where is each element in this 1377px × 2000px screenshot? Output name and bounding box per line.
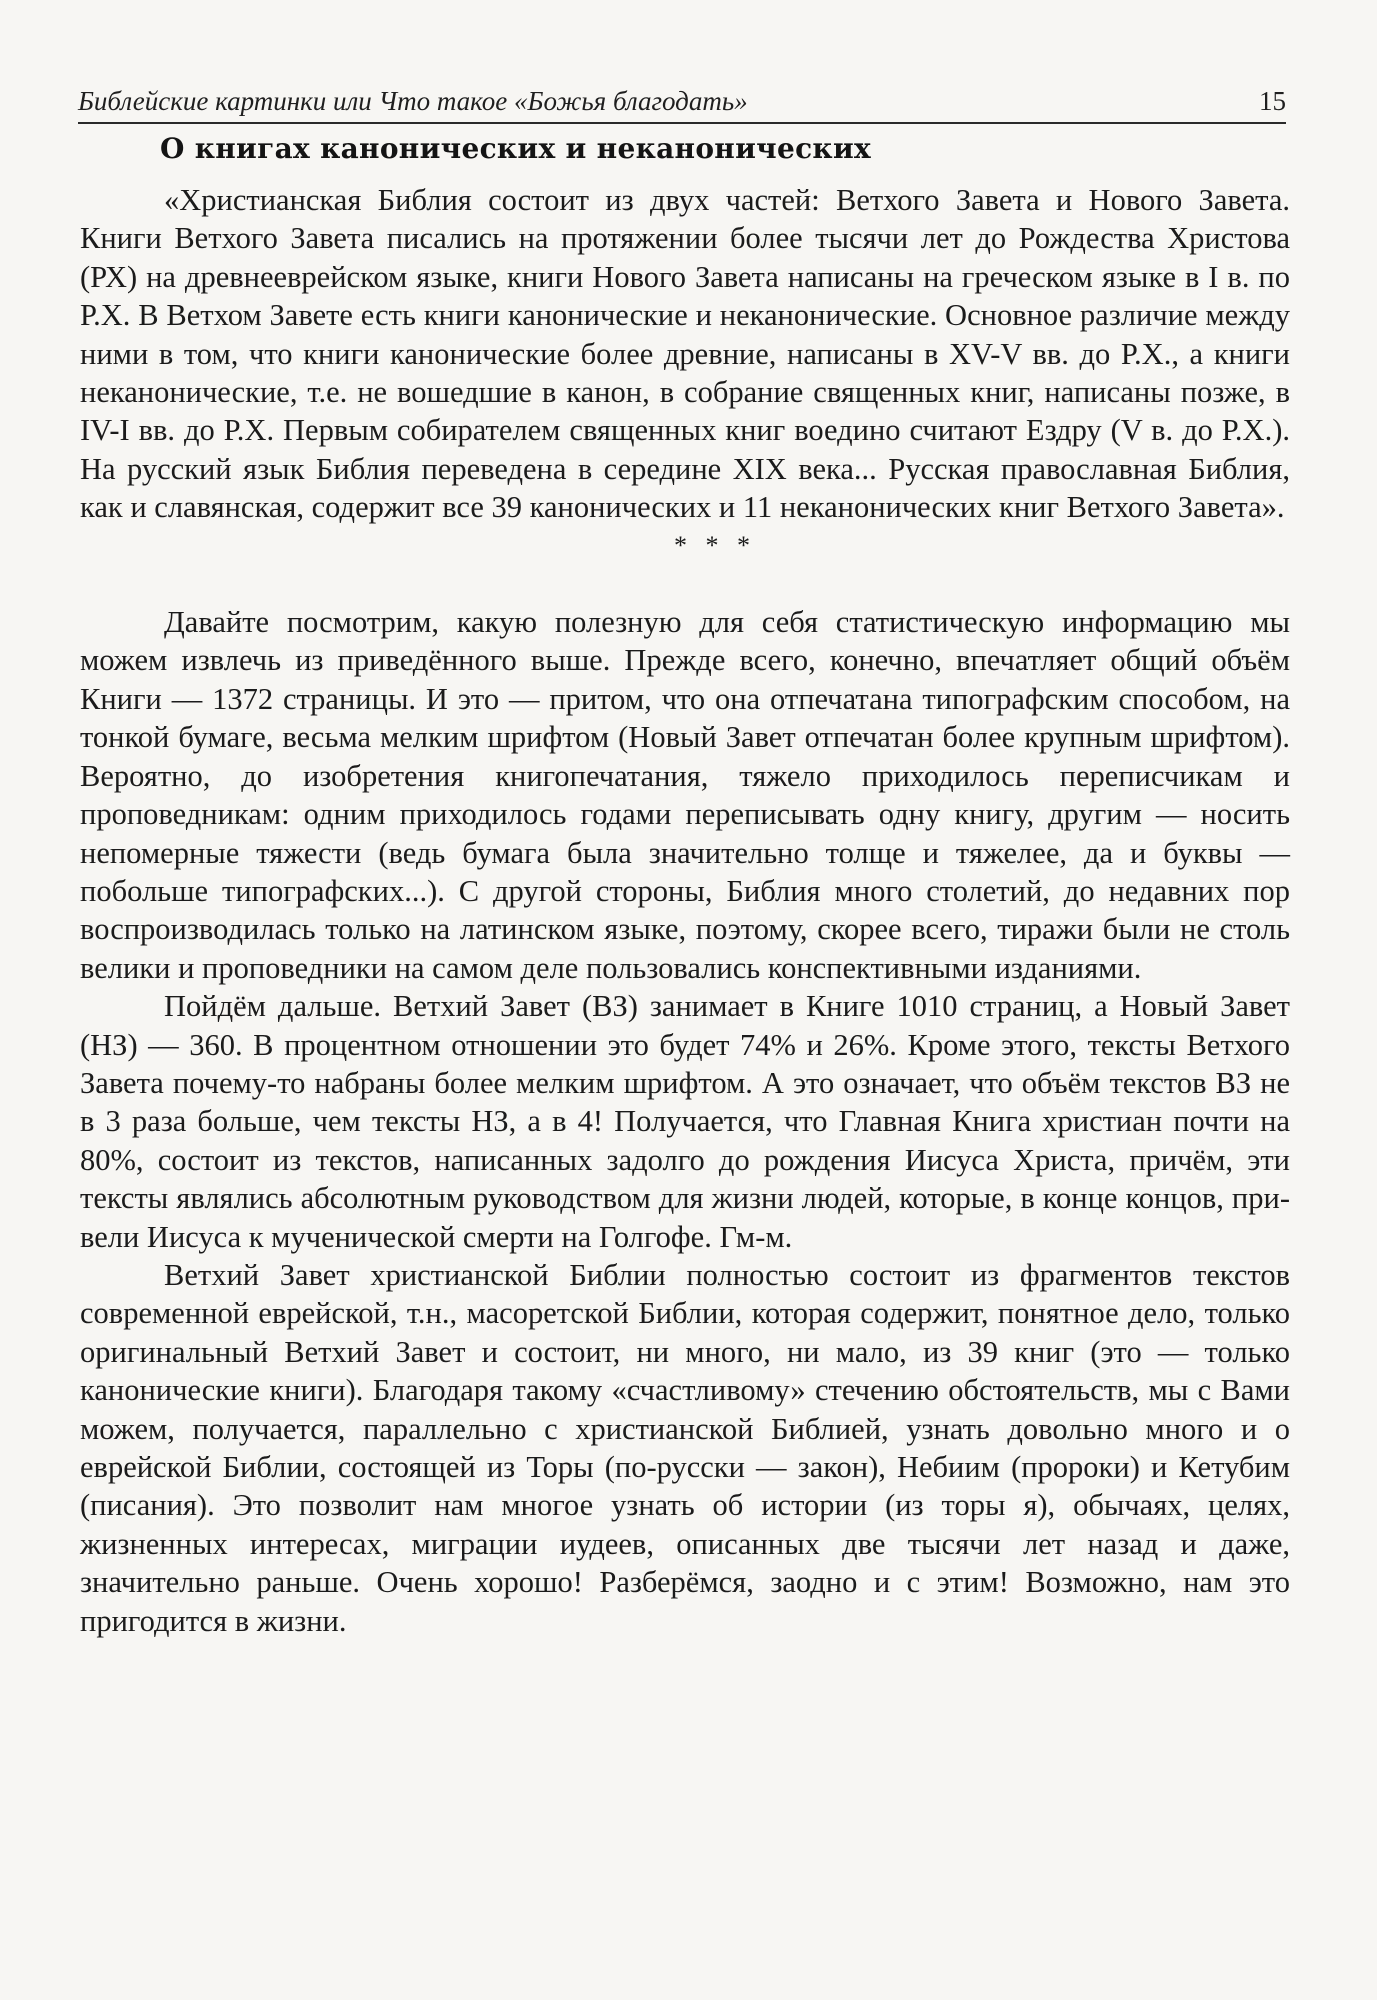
running-header: [78, 86, 1286, 124]
section-heading: О книгах канонических и неканонических: [160, 132, 872, 165]
page-number: 15: [1259, 86, 1286, 116]
section-separator: * * *: [674, 530, 756, 560]
paragraph-statistics: Давайте посмотрим, какую полезную для себя статистическую информацию мы можем извлечь из приведённого выше. Прежде всего, конечно, впечатляет общий объём Книги — 1372 страницы. И это — притом, что она отпечатана типографским способом, на тонкой бумаге, весьма мелким шрифтом (Новый Завет отпечатан более крупным шрифтом). Вероятно, до изобретения книгопечатания, тяжело приходилось переписчикам и проповедникам: одним приходилось годами переписывать одну книгу, другим — носить непомерные тяжести (ведь бумага была значительно толще и тяжелее, да и буквы — побольше типографских...). С другой стороны, Библия много столетий, до недавних пор воспроизводилась только на латинском языке, поэтому, скорее всего, тиражи были не столь велики и проповедники на самом деле пользовались конспективными изданиями.: [80, 605, 1290, 985]
body-text: [80, 181, 1290, 1640]
running-title: Библейские картинки или Что такое «Божья благодать»: [78, 86, 748, 116]
paragraph-old-testament: Ветхий Завет христианской Библии полностью состоит из фрагментов текстов современной еврейской, т.н., масоретской Библии, которая содержит, понятное дело, только оригинальный Ветхий Завет и состоит, ни много, ни мало, из 39 книг (это — только канонические книги). Благодаря такому «счастливому» стечению обстоятельств, мы с Вами можем, получается, параллельно с христианской Библией, узнать довольно много и о еврейской Библии, состоящей из Торы (по-русски — закон), Небиим (пророки) и Кетубим (писания). Это позволит нам многое узнать об истории (из торы я), обычаях, целях, жизненных интересах, миграции иудеев, описанных две тысячи лет назад и даже, значительно раньше. Очень хорошо! Разберёмся, заодно и с этим! Возможно, нам это пригодится в жизни.: [80, 1257, 1290, 1638]
paragraph-proportions: Пойдём дальше. Ветхий Завет (ВЗ) занимает в Книге 1010 страниц, а Новый Завет (НЗ) — 360. В процентном отношении это будет 74% и 26%. Кроме этого, тексты Ветхого Завета почему-то набраны более мелким шрифтом. А это означает, что объём текстов ВЗ не в 3 раза больше, чем тексты НЗ, а в 4! Получается, что Главная Книга христиан почти на 80%, состоит из текстов, написанных задолго до рождения Иисуса Христа, причём, эти тексты являлись абсолютным руководством для жизни людей, которые, в конце концов, привели Иисуса к мученической смерти на Голгофе. Гм-м.: [80, 989, 1290, 1254]
paragraph-quote: «Христианская Библия состоит из двух частей: Ветхого Завета и Нового Завета. Книги Ветхого Завета писались на протяжении более тысячи лет до Рождества Христова (РХ) на древнееврейском языке, книги Нового Завета написаны на греческом языке в I в. по Р.Х. В Ветхом Завете есть книги канонические и неканонические. Основное различие между ними в том, что книги канонические более древние, написаны в XV-V вв. до Р.Х., а книги неканонические, т.е. не вошедшие в канон, в собрание священных книг, написаны позже, в IV-I вв. до Р.Х. Первым собирателем священных книг воедино считают Ездру (V в. до Р.Х.). На русский язык Библия переведена в середине XIX века... Русская православная Библия, как и славянская, содержит все 39 канонических и 11 неканонических книг Ветхого Завета».: [80, 183, 1290, 525]
